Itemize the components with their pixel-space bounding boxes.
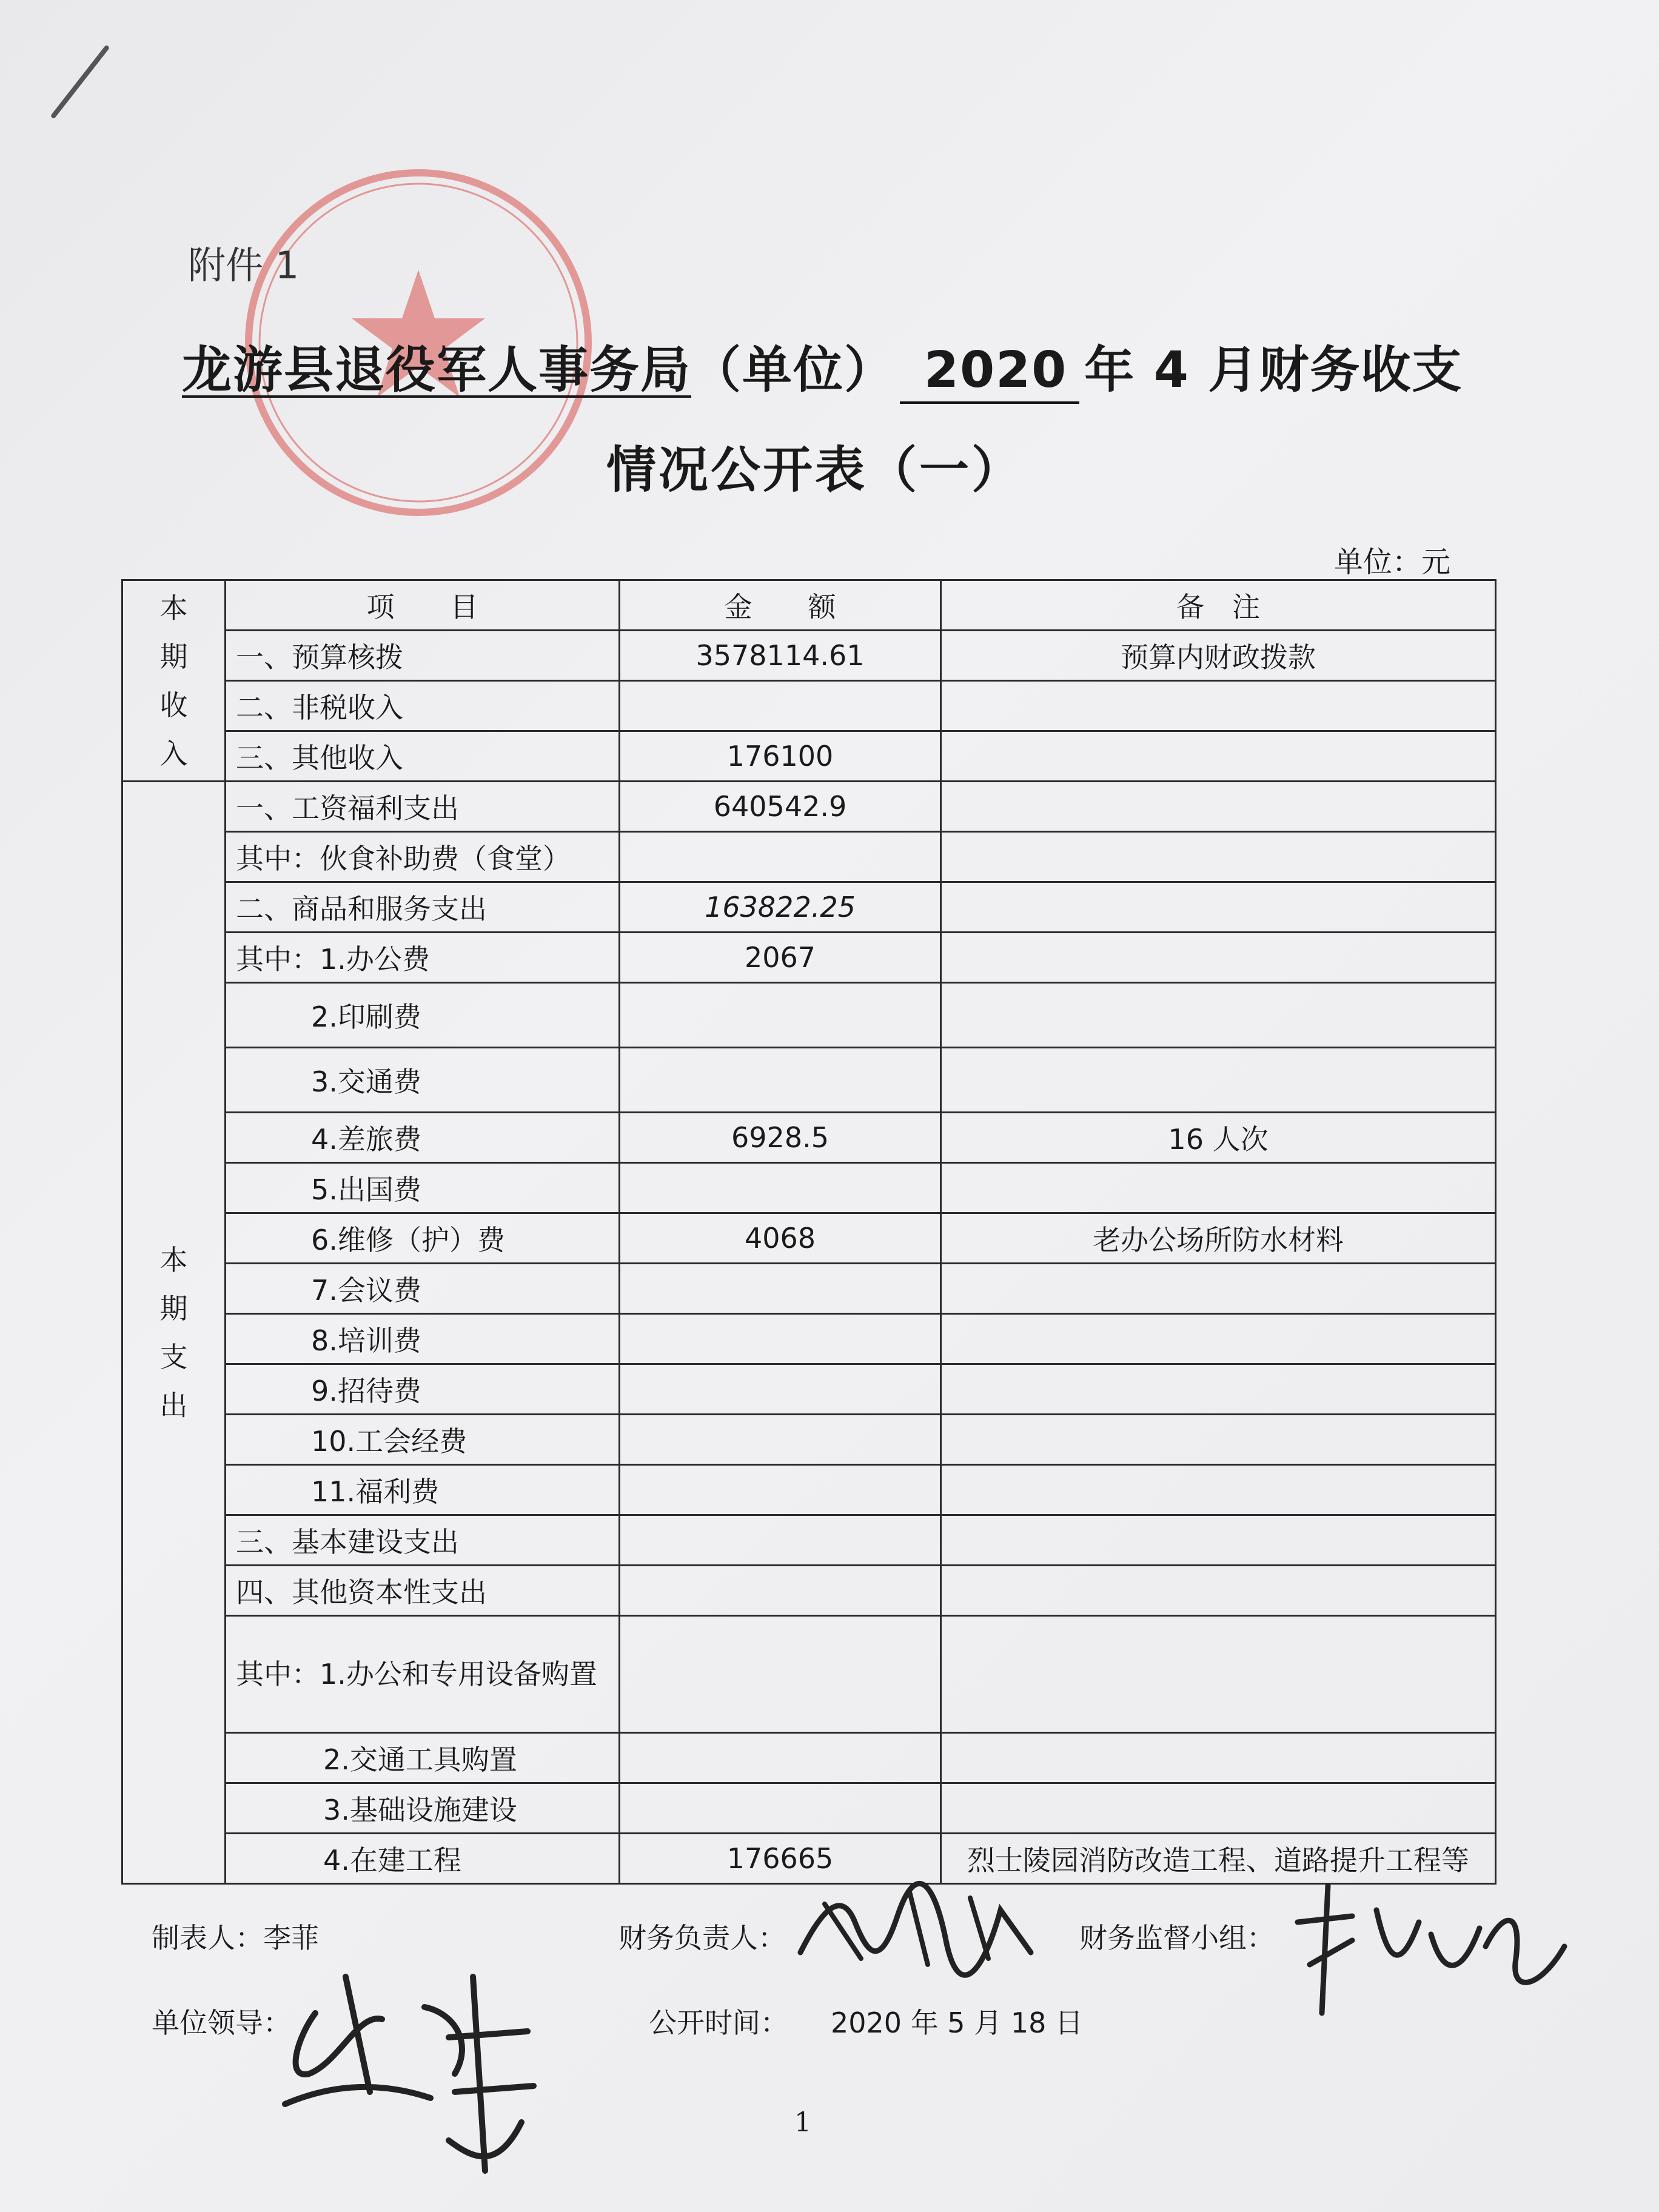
row-note: [941, 1515, 1496, 1566]
row-amount: [620, 1163, 941, 1213]
table-row: [122, 1566, 1496, 1616]
table-row: [122, 681, 1496, 731]
row-amount: [620, 983, 941, 1048]
row-amount: [620, 1314, 941, 1364]
title-unit: （单位）: [691, 341, 896, 399]
row-item: 5.出国费: [226, 1163, 620, 1213]
table-row: [122, 1048, 1496, 1113]
row-note: [941, 1264, 1496, 1314]
row-note: [941, 983, 1496, 1048]
row-item: 3.基础设施建设: [226, 1783, 620, 1834]
row-note: [941, 1048, 1496, 1113]
table-row: [122, 1113, 1496, 1163]
row-note: 16 人次: [941, 1113, 1496, 1163]
page-title: [182, 330, 1463, 404]
table-row: [122, 882, 1496, 933]
row-item: 11.福利费: [226, 1465, 620, 1515]
row-item: 其中：伙食补助费（食堂）: [226, 832, 620, 882]
row-amount: [620, 1733, 941, 1783]
row-amount: [620, 1465, 941, 1515]
row-note: [941, 933, 1496, 983]
leader-label: 单位领导：: [152, 2006, 291, 2039]
row-amount: [620, 832, 941, 882]
row-item: 4.差旅费: [226, 1113, 620, 1163]
title-rest: 年 4 月财务收支: [1084, 341, 1463, 399]
finance-head-signature: [788, 1868, 1043, 1989]
preparer: 制表人：李菲: [152, 1922, 319, 1954]
row-amount: [620, 1048, 941, 1113]
row-note: [941, 1733, 1496, 1783]
expense-section-label: 本 期 支 出: [122, 782, 226, 1884]
row-note: [941, 731, 1496, 782]
table-row: [122, 1213, 1496, 1264]
row-note: [941, 782, 1496, 832]
row-item: 4.在建工程: [226, 1834, 620, 1884]
table-row: [122, 731, 1496, 782]
table-row: [122, 1616, 1496, 1733]
table-row: [122, 983, 1496, 1048]
row-note: 预算内财政拨款: [941, 631, 1496, 681]
header-amount: 金 额: [620, 580, 941, 631]
annex-label: 附件 1: [188, 243, 300, 287]
page-subtitle: 情况公开表（一）: [606, 441, 1024, 499]
table-row: [122, 1163, 1496, 1213]
row-item: 二、商品和服务支出: [226, 882, 620, 933]
row-amount: 163822.25: [620, 882, 941, 933]
finance-table: [121, 579, 1496, 1885]
row-note: [941, 1465, 1496, 1515]
row-note: [941, 1783, 1496, 1834]
page-number: 1: [794, 2107, 811, 2138]
row-note: [941, 1314, 1496, 1364]
table-row: [122, 1783, 1496, 1834]
row-note: [941, 1566, 1496, 1616]
row-note: 烈士陵园消防改造工程、道路提升工程等: [941, 1834, 1496, 1884]
table-row: [122, 1264, 1496, 1314]
publish-date: 2020 年 5 月 18 日: [831, 2006, 1083, 2039]
row-amount: 2067: [620, 933, 941, 983]
row-amount: [620, 1364, 941, 1415]
row-item: 四、其他资本性支出: [226, 1566, 620, 1616]
row-amount: 176100: [620, 731, 941, 782]
row-amount: 640542.9: [620, 782, 941, 832]
finance-head-label: 财务负责人：: [618, 1922, 786, 1954]
header-note: 备 注: [941, 580, 1496, 631]
table-row: [122, 832, 1496, 882]
row-amount: [620, 1783, 941, 1834]
table-row: [122, 1465, 1496, 1515]
row-note: [941, 1163, 1496, 1213]
row-item: 8.培训费: [226, 1314, 620, 1364]
row-amount: [620, 1264, 941, 1314]
row-item: 9.招待费: [226, 1364, 620, 1415]
row-amount: [620, 1566, 941, 1616]
row-note: [941, 832, 1496, 882]
pen-mark: [50, 44, 110, 119]
row-note: [941, 1616, 1496, 1733]
supervision-label: 财务监督小组：: [1079, 1922, 1275, 1954]
row-amount: 176665: [620, 1834, 941, 1884]
title-org: 龙游县退役军人事务局: [182, 341, 692, 399]
table-row: [122, 1515, 1496, 1566]
table-row: [122, 1733, 1496, 1783]
row-amount: [620, 681, 941, 731]
row-item: 其中：1.办公和专用设备购置: [226, 1616, 620, 1733]
row-amount: 6928.5: [620, 1113, 941, 1163]
table-row: [122, 1364, 1496, 1415]
table-header-row: [122, 580, 1496, 631]
row-note: [941, 882, 1496, 933]
row-note: [941, 1364, 1496, 1415]
income-section-label: 本 期 收 入: [122, 580, 226, 782]
row-item: 7.会议费: [226, 1264, 620, 1314]
row-item: 一、预算核拨: [226, 631, 620, 681]
row-note: 老办公场所防水材料: [941, 1213, 1496, 1264]
row-amount: [620, 1515, 941, 1566]
row-note: [941, 681, 1496, 731]
row-item: 10.工会经费: [226, 1415, 620, 1465]
row-amount: 3578114.61: [620, 631, 941, 681]
row-item: 其中：1.办公费: [226, 933, 620, 983]
supervision-signature: [1285, 1874, 1577, 2031]
header-item: 项 目: [226, 580, 620, 631]
row-amount: [620, 1616, 941, 1733]
row-item: 6.维修（护）费: [226, 1213, 620, 1264]
table-row: [122, 782, 1496, 832]
row-item: 3.交通费: [226, 1048, 620, 1113]
row-item: 2.交通工具购置: [226, 1733, 620, 1783]
row-amount: 4068: [620, 1213, 941, 1264]
row-amount: [620, 1415, 941, 1465]
publish-label: 公开时间：: [649, 2006, 788, 2039]
table-row: [122, 1314, 1496, 1364]
row-item: 三、其他收入: [226, 731, 620, 782]
leader-signature: [273, 1940, 564, 2195]
unit-label: 单位：元: [1334, 545, 1451, 579]
row-item: 一、工资福利支出: [226, 782, 620, 832]
table-row: [122, 1415, 1496, 1465]
table-row: [122, 631, 1496, 681]
title-year: 2020: [900, 341, 1079, 404]
row-item: 2.印刷费: [226, 983, 620, 1048]
row-item: 三、基本建设支出: [226, 1515, 620, 1566]
table-row: [122, 933, 1496, 983]
row-note: [941, 1415, 1496, 1465]
row-item: 二、非税收入: [226, 681, 620, 731]
